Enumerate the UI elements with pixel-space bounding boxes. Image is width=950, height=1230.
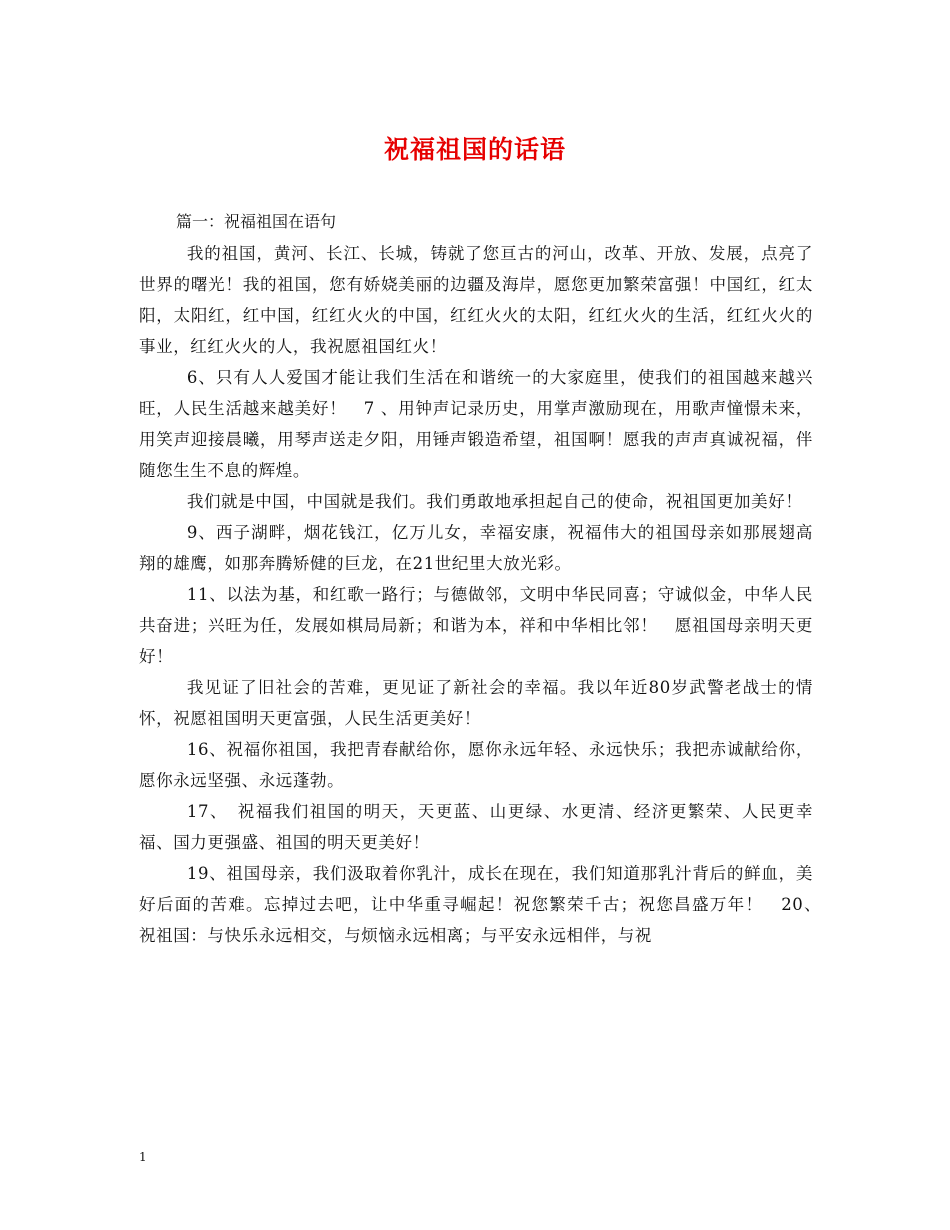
document-body bbox=[139, 238, 831, 951]
paragraph: 11、以法为基，和红歌一路行；与德做邻，文明中华民同喜；守诚似金，中华人民共奋进；兴旺为任，发展如棋局局新；和谐为本，祥和中华相比邻！ 愿祖国母亲明天更好！ bbox=[139, 585, 813, 666]
paragraph: 19、祖国母亲，我们汲取着你乳汁，成长在现在，我们知道那乳汁背后的鲜血，美好后面的苦难。忘掉过去吧，让中华重寻崛起！祝您繁荣千古；祝您昌盛万年！ 20、 祝祖国：与快乐永远相交，与烦恼永远相离；与平安永远相伴，与祝 bbox=[139, 864, 831, 945]
section-heading: 篇一：祝福祖国在语句 bbox=[176, 212, 337, 231]
paragraph: 17、 祝福我们祖国的明天，天更蓝、山更绿、水更清、经济更繁荣、人民更幸福、国力更强盛、祖国的明天更美好！ bbox=[139, 802, 813, 852]
page-number: 1 bbox=[139, 1150, 147, 1164]
paragraph: 16、祝福你祖国，我把青春献给你，愿你永远年轻、永远快乐；我把赤诚献给你，愿你永远坚强、永远蓬勃。 bbox=[139, 740, 813, 790]
paragraph: 9、西子湖畔，烟花钱江，亿万儿女，幸福安康，祝福伟大的祖国母亲如那展翅高翔的雄鹰，如那奔腾矫健的巨龙，在21世纪里大放光彩。 bbox=[139, 523, 813, 573]
paragraph: 我们就是中国，中国就是我们。我们勇敢地承担起自己的使命，祝祖国更加美好！ bbox=[186, 492, 803, 511]
paragraph: 我的祖国，黄河、长江、长城，铸就了您亘古的河山，改革、开放、发展，点亮了世界的曙光！我的祖国，您有娇娆美丽的边疆及海岸，愿您更加繁荣富强！中国红，红太阳，太阳红，红中国，红红火火的中国，红红火火的太阳，红红火火的生活，红红火火的事业，红红火火的人，我祝愿祖国红火！ bbox=[139, 244, 813, 356]
paragraph: 6、只有人人爱国才能让我们生活在和谐统一的大家庭里，使我们的祖国越来越兴旺，人民生活越来越美好！ 7 、用钟声记录历史，用掌声激励现在，用歌声憧憬未来，用笑声迎接晨曦，用琴声送走夕阳，用锤声锻造希望，祖国啊！愿我的声声真诚祝福，伴随您生生不息的辉煌。 bbox=[139, 368, 813, 480]
paragraph: 我见证了旧社会的苦难，更见证了新社会的幸福。我以年近80岁武警老战士的情怀，祝愿祖国明天更富强，人民生活更美好！ bbox=[139, 678, 813, 728]
document-title: 祝福祖国的话语 bbox=[383, 135, 566, 164]
